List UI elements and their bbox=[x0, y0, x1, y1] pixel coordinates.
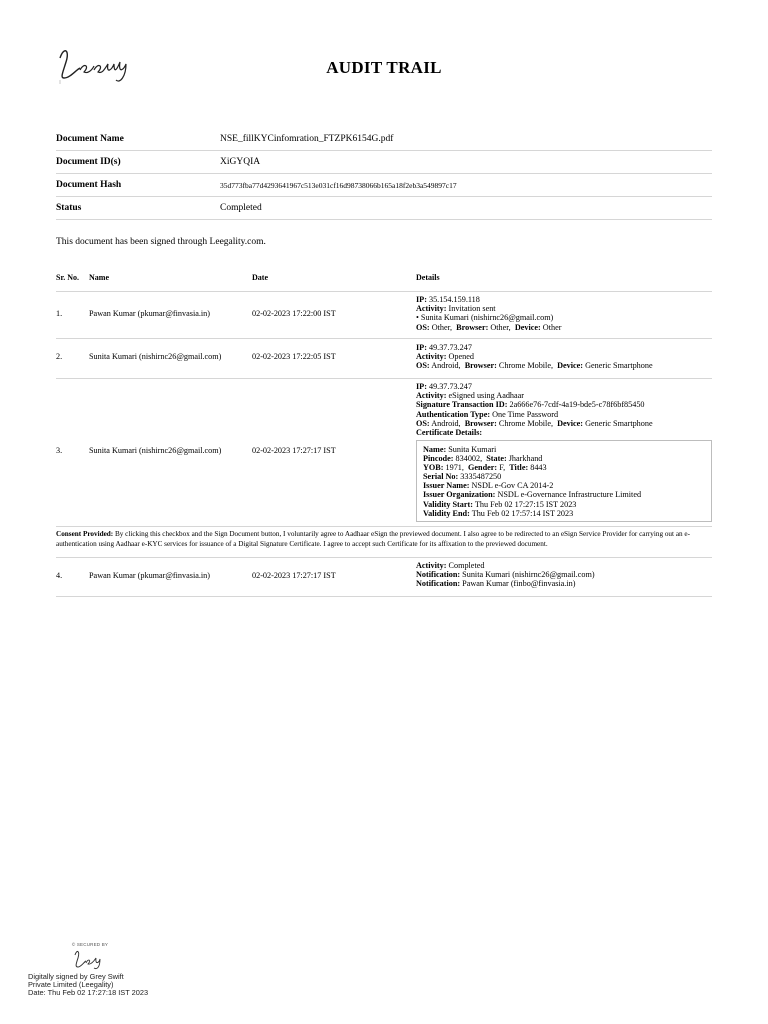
divider bbox=[56, 338, 712, 339]
certificate-heading: Certificate Details: bbox=[416, 428, 483, 438]
certificate-details-box: Name: Sunita Kumari Pincode: 834002, State: Jharkhand YOB: 1971, Gender: F, Title: 8443 Serial No: 3335487250 Issuer Name: NSDL e-Gov CA 2014-2 Issuer Organization: NSDL e-Governance Infrastructure Limited Validity Start: Thu Feb 02 17:27:15 IST 2023 Validity End: Thu Feb 02 17:57:14 IST 2023 bbox=[416, 440, 712, 522]
row2-date: 02-02-2023 17:22:05 IST bbox=[252, 352, 336, 361]
row3-date: 02-02-2023 17:27:17 IST bbox=[252, 446, 336, 455]
row1-details: IP: 35.154.159.118 Activity: Invitation sent • Sunita Kumari (nishirnc26@gmail.com) OS: Other, Browser: Other, Device: Other bbox=[416, 295, 562, 332]
document-name-label: Document Name bbox=[56, 134, 124, 144]
document-hash-label: Document Hash bbox=[56, 180, 122, 190]
row1-bullet: • Sunita Kumari (nishirnc26@gmail.com) bbox=[416, 313, 554, 323]
header-date: Date bbox=[252, 273, 268, 282]
row4-details: Activity: Completed Notification: Sunita Kumari (nishirnc26@gmail.com) Notification: Pawan Kumar (finbo@finvasia.in) bbox=[416, 561, 595, 589]
row1-date: 02-02-2023 17:22:00 IST bbox=[252, 309, 336, 318]
header-details: Details bbox=[416, 273, 440, 282]
sig-line-3: Date: Thu Feb 02 17:27:18 IST 2023 bbox=[28, 988, 149, 998]
row2-name: Sunita Kumari (nishirnc26@gmail.com) bbox=[89, 352, 222, 361]
row3-name: Sunita Kumari (nishirnc26@gmail.com) bbox=[89, 446, 222, 455]
document-id-row bbox=[56, 151, 712, 174]
divider bbox=[56, 291, 712, 292]
document-hash-value: 35d773fba77d4293641967c513e031cf16d98738066b165a18f2eb3a549897c17 bbox=[220, 180, 457, 190]
header-name: Name bbox=[89, 273, 109, 282]
divider bbox=[56, 378, 712, 379]
document-id-label: Document ID(s) bbox=[56, 157, 121, 167]
document-name-value: NSE_fillKYCinfomration_FTZPK6154G.pdf bbox=[220, 134, 394, 144]
row2-details: IP: 49.37.73.247 Activity: Opened OS: Android, Browser: Chrome Mobile, Device: Generic Smartphone bbox=[416, 343, 653, 371]
document-hash-row bbox=[56, 174, 712, 197]
status-row bbox=[56, 197, 712, 220]
row3-details: IP: 49.37.73.247 Activity: eSigned using Aadhaar Signature Transaction ID: 2a666e76-7cdf-4a19-bde5-c78f6bf85450 Authentication Type: One Time Password OS: Android, Browser: Chrome Mobile, Device: Generic Smartphone Certificate Details: bbox=[416, 382, 653, 438]
secured-by-seal bbox=[60, 942, 120, 972]
document-name-row bbox=[56, 128, 712, 151]
page-title: AUDIT TRAIL bbox=[326, 58, 442, 77]
row4-sr: 4. bbox=[56, 571, 63, 580]
row1-name: Pawan Kumar (pkumar@finvasia.in) bbox=[89, 309, 210, 318]
row4-date: 02-02-2023 17:27:17 IST bbox=[252, 571, 336, 580]
header-sr-no: Sr. No. bbox=[56, 273, 80, 282]
document-id-value: XiGYQIA bbox=[220, 157, 261, 167]
divider bbox=[56, 596, 712, 597]
status-label: Status bbox=[56, 203, 82, 213]
status-value: Completed bbox=[220, 203, 262, 213]
row2-sr: 2. bbox=[56, 352, 63, 361]
leegality-seal-icon bbox=[70, 947, 110, 971]
sig-line-1: Digitally signed by Grey Swift bbox=[28, 972, 124, 981]
row1-sr: 1. bbox=[56, 309, 63, 318]
signed-through-note: This document has been signed through Leegality.com. bbox=[56, 237, 266, 247]
row4-name: Pawan Kumar (pkumar@finvasia.in) bbox=[89, 571, 210, 580]
seal-caption: © SECURED BY bbox=[71, 942, 109, 947]
document-info-table bbox=[56, 128, 712, 220]
sig-line-2: Private Limited (Leegality) bbox=[28, 980, 114, 990]
consent-text: Consent Provided: By clicking this checkbox and the Sign Document button, I voluntarily agree to Aadhaar eSign the previewed document. I also agree to be redirected to an eSign Service Provider for carrying out an e-authentication using Aadhaar e-KYC services for issuance of a Digital Signature Certificate. I agree to accept such Certificate for its affixation to the previewed document. bbox=[56, 530, 690, 548]
divider bbox=[56, 526, 712, 527]
digital-signature-stamp bbox=[28, 973, 148, 998]
row3-sr: 3. bbox=[56, 446, 63, 455]
divider bbox=[56, 557, 712, 558]
